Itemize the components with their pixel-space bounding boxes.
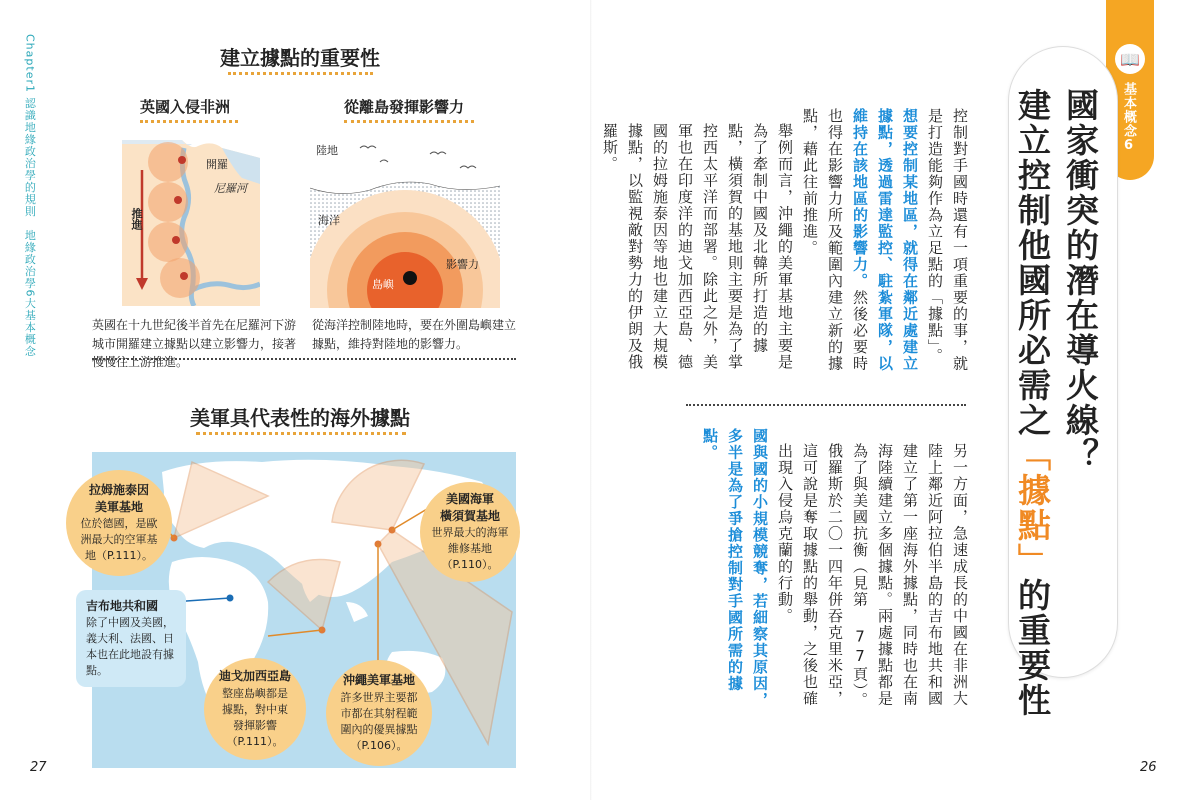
okinawa-title: 沖繩美軍基地 (342, 673, 415, 688)
label-kairo: 開羅 (206, 158, 228, 171)
label-advance: 推進 (130, 208, 143, 230)
panel-right-title: 從離島發揮影響力 (344, 98, 465, 116)
yokosuka-title-l1: 美國海軍 (445, 491, 494, 506)
title-line2-a: 建立控制他國所必需之 (1013, 88, 1052, 438)
para2: 舉例而言，沖繩的美軍基地主要是為了牽制中國及北韓所打造的據點，橫須賀的基地則主要是為了掌控西太平洋而部署。除此之外，美軍也在印度洋的迪戈加西亞島、德國的拉姆施泰因等地也建立大規模據點，以監視敵對勢力的伊朗及俄羅斯。 (601, 123, 794, 371)
diego-desc: 整座島嶼都是據點，對中東發揮影響（P.111）。 (222, 686, 288, 748)
book-icon: 📖 (1115, 44, 1145, 74)
ramstein-base-bubble (66, 470, 172, 576)
body-lower-block (697, 428, 972, 720)
yokosuka-base-bubble (420, 482, 520, 582)
yokosuka-desc: 世界最大的海軍維修基地（P.110）。 (431, 526, 509, 572)
djibouti-title: 吉布地共和國 (86, 599, 159, 613)
para1-seg3: 然後必要時也得在影響力所及範圍內建立新的據點，藉此往前推進。 (801, 108, 869, 372)
body-divider (686, 404, 966, 406)
okinawa-base-bubble (326, 660, 432, 766)
para1-highlight: 想要控制某地區，就得在鄰近處建立據點，透過雷達監控、駐紮軍隊，以維持在該地區的影響力。 (851, 108, 919, 372)
label-influence: 影響力 (446, 258, 479, 271)
label-land: 陸地 (316, 144, 338, 157)
para3: 另一方面，急速成長的中國在非洲大陸上鄰近阿拉伯半島的吉布地共和國建立了第一座海外據點，同時也在南海陸續建立多個據點。兩處據點都是為了與美國抗衡（見第 77頁）。 (851, 443, 969, 709)
panel-left-underline (140, 120, 238, 123)
panel-left-title: 英國入侵非洲 (140, 98, 231, 116)
djibouti-bubble (76, 590, 186, 687)
ramstein-title-l2: 美軍基地 (94, 500, 143, 515)
ramstein-desc: 位於德國，是歐洲最大的空軍基地（P.111）。 (80, 517, 158, 563)
label-island: 島嶼 (372, 278, 394, 291)
djibouti-desc: 除了中國及美國，義大利、法國、日本也在此地設有據點。 (86, 616, 174, 678)
right-page-number: 26 (1140, 760, 1157, 775)
book-spine (590, 0, 592, 800)
para1-seg1: 控制對手國時還有一項重要的事，就是打造能夠作為立足點的「據點」。 (926, 108, 969, 372)
diego-garcia-bubble (204, 658, 306, 760)
left-page-number: 27 (30, 760, 47, 775)
concept-tab-label: 基本概念6 (1121, 82, 1136, 154)
ramstein-title-l1: 拉姆施泰因 (88, 482, 149, 497)
title-keyword: 「據點」 (1013, 438, 1052, 578)
chapter-side-text: Chapter1 認識地緣政治學的規則 地緣政治學6大基本概念 (23, 34, 37, 358)
title-line1: 國家衝突的潛在導火線？ (1061, 88, 1100, 473)
diego-title: 迪戈加西亞島 (218, 669, 291, 684)
section1-title-underline (228, 72, 373, 75)
para4-highlight: 國與國的小規模競奪，若細察其原因，多半是為了爭搶控制對手國所需的據點。 (701, 428, 769, 709)
okinawa-desc: 許多世界主要都市都在其射程範圍內的優異據點（P.106）。 (340, 690, 418, 752)
para4-seg1: 俄羅斯於二〇一四年併吞克里米亞，這可說是奪取據點的舉動，之後也確出現入侵烏克蘭的行動。 (776, 443, 844, 707)
panel-left-caption: 英國在十九世紀後半首先在尼羅河下游城市開羅建立據點以建立影響力，接著慢慢往上游推進。 (92, 318, 297, 370)
label-nile: 尼羅河 (214, 182, 247, 195)
section-divider (92, 358, 516, 360)
title-line2-c: 的重要性 (1013, 578, 1052, 718)
panel-right-caption: 從海洋控制陸地時，要在外圍島嶼建立據點，維持對陸地的影響力。 (312, 318, 517, 351)
yokosuka-title-l2: 橫須賀基地 (439, 509, 500, 524)
body-upper-block (597, 108, 972, 380)
section2-title: 美軍具代表性的海外據點 (190, 406, 410, 430)
section1-title: 建立據點的重要性 (220, 46, 380, 70)
panel-right-underline (344, 120, 474, 123)
title-line2 (1013, 88, 1052, 718)
label-ocean: 海洋 (318, 214, 340, 227)
section2-title-underline (196, 432, 406, 435)
